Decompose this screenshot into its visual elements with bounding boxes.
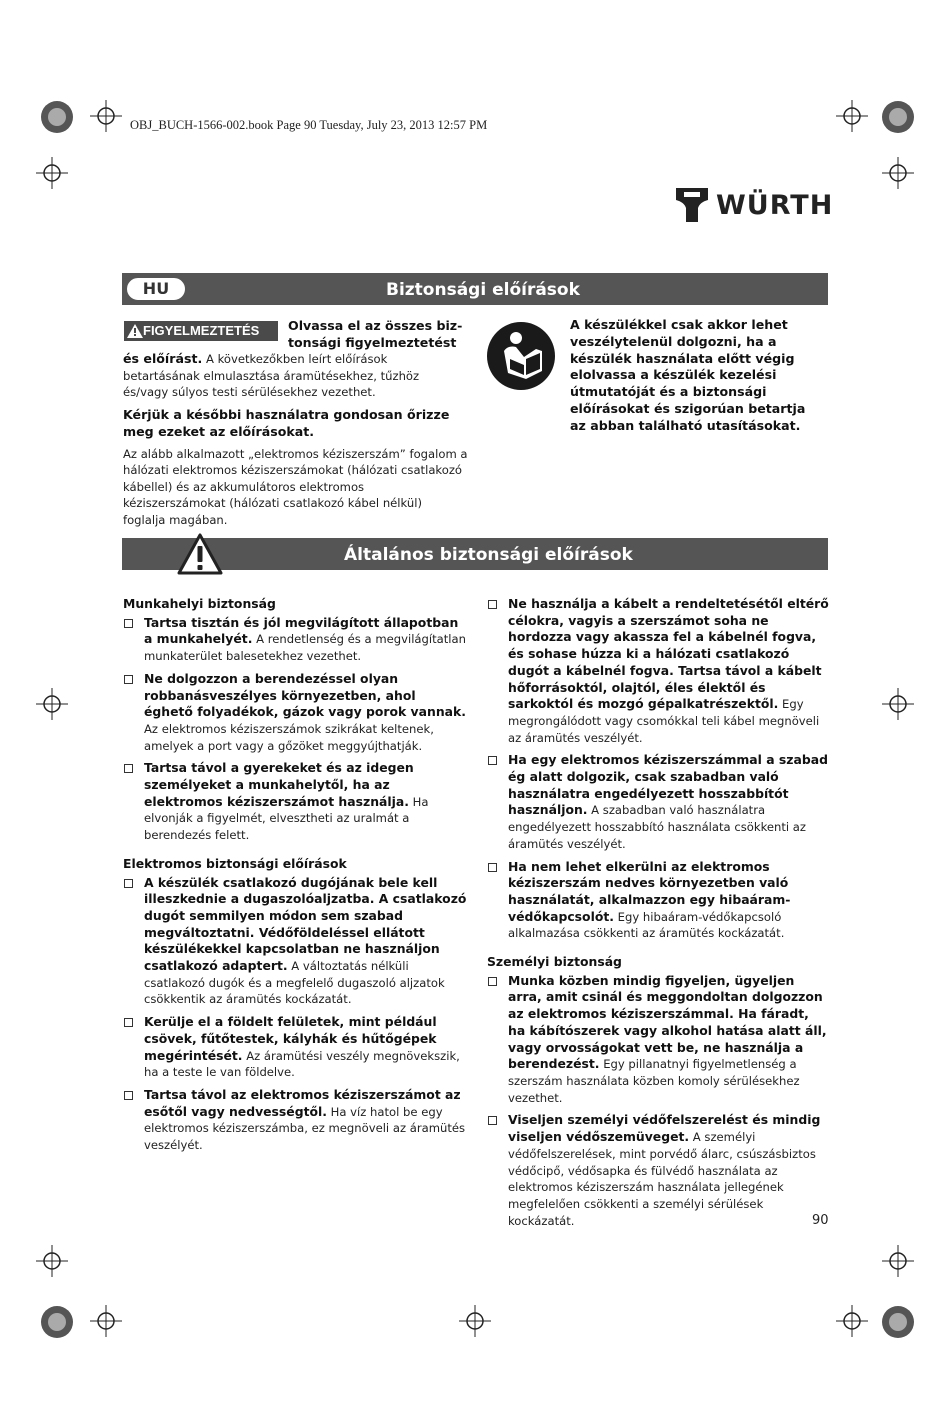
registration-mark-icon bbox=[876, 95, 921, 140]
list-item: Ne használja a kábelt a rendeltetésétől eltérő célokra, vagyis a szerszámot soha ne hordozza vagy akassza fel a kábelnél fogva, és sohase húzza ki a hálózati csatlakozó dugót a kábelnél fogva. Tartsa távol a kábelt hőforrásoktól, olajtól, éles élektől és sarkoktól és mozgó gépalkatrészektől. Egy megrongálódott vagy csomókkal teli kábel megnöveli az áramütés veszélyét. bbox=[487, 596, 829, 746]
registration-mark-icon bbox=[35, 95, 80, 140]
checkbox-bullet-icon bbox=[124, 879, 133, 888]
workplace-heading: Munkahelyi biztonság bbox=[123, 596, 276, 611]
wurth-logo-icon bbox=[676, 188, 708, 222]
crosshair-icon bbox=[90, 100, 122, 132]
checkbox-bullet-icon bbox=[124, 1091, 133, 1100]
language-badge: HU bbox=[125, 276, 187, 302]
crosshair-icon bbox=[882, 157, 914, 189]
crosshair-icon bbox=[882, 688, 914, 720]
warning-badge bbox=[124, 321, 278, 341]
read-manual-text: A készülékkel csak akkor lehet veszélytelenül dolgozni, ha a készülék használata előtt végig elolvassa a készülék kezelési útmutatóját és a biztonsági előírásokat és szigorúan betartja az abban található utasításokat. bbox=[570, 317, 806, 433]
list-item: Ha nem lehet elkerülni az elektromos kéziszerszám nedves környezetben való használatát, alkalmazzon egy hibaáram-védőkapcsolót. Egy hibaáram-védőkapcsoló alkalmazása csökkenti az áramütés kockázatát. bbox=[487, 859, 829, 943]
right-column bbox=[487, 596, 829, 1235]
list-item: Munka közben mindig figyeljen, ügyeljen arra, amit csinál és meggondoltan dolgozzon az elektromos kéziszerszámmal. Ha fáradt, ha kábítószerek vagy alkohol hatása alatt áll, vagy orvosságokat vett be, ne használja a berendezést. Egy pillanatnyi figyelmetlenség a szerszám használata közben komoly sérülésekhez vezethet. bbox=[487, 973, 829, 1107]
personal-heading: Személyi biztonság bbox=[487, 954, 622, 970]
section-title: Általános biztonsági előírások bbox=[344, 545, 633, 565]
registration-mark-icon bbox=[876, 1300, 921, 1345]
list-item: Viseljen személyi védőfelszerelést és mindig viseljen védőszemüveget. A személyi védőfelszerelések, mint porvédő álarc, csúszásbiztos védőcipő, védősapka és fülvédő használata az elektromos kéziszerszám használata jellegének megfelelően csökkenti a személyi sérülések kockázatát. bbox=[487, 1112, 829, 1229]
checkbox-bullet-icon bbox=[488, 977, 497, 986]
page-number: 90 bbox=[812, 1213, 829, 1228]
left-column bbox=[123, 596, 468, 1160]
checkbox-bullet-icon bbox=[488, 600, 497, 609]
checkbox-bullet-icon bbox=[124, 1018, 133, 1027]
checkbox-bullet-icon bbox=[488, 863, 497, 872]
list-item: Ne dolgozzon a berendezéssel olyan robbanásveszélyes környezetben, ahol éghető folyadékok, gázok vagy porok vannak. Az elektromos kéziszerszámok szikrákat keltenek, amelyek a port vagy a gőzöket meggyújthatják. bbox=[123, 671, 468, 755]
section-header-safety bbox=[122, 273, 828, 305]
checkbox-bullet-icon bbox=[488, 1116, 497, 1125]
warning-triangle-icon bbox=[176, 532, 224, 576]
warning-paragraph bbox=[123, 351, 463, 401]
crosshair-icon bbox=[836, 1305, 868, 1337]
print-header: OBJ_BUCH-1566-002.book Page 90 Tuesday, July 23, 2013 12:57 PM bbox=[130, 118, 488, 132]
crosshair-icon bbox=[36, 1245, 68, 1277]
crosshair-icon bbox=[882, 1245, 914, 1277]
keep-instructions: Kérjük a későbbi használatra gondosan őrizze meg ezeket az előírásokat. bbox=[123, 407, 450, 439]
list-item: Ha egy elektromos kéziszerszámmal a szabad ég alatt dolgozik, csak szabadban való használatra engedélyezett hosszabbítót használjon. A szabadban való használatra engedélyezett hosszabbító használata csökkenti az áramütés veszélyét. bbox=[487, 752, 829, 852]
crosshair-icon bbox=[90, 1305, 122, 1337]
checkbox-bullet-icon bbox=[124, 675, 133, 684]
warning-lead bbox=[288, 318, 462, 352]
brand-name: WÜRTH bbox=[716, 190, 834, 221]
list-item: A készülék csatlakozó dugójának bele kell illeszkednie a dugaszolóaljzatba. A csatlakozó dugót semmilyen módon sem szabad megváltoztatni. Védőföldeléssel ellátott készülékekkel kapcsolatban ne használjon csatlakozó adaptert. A változtatás nélküli csatlakozó dugók és a megfelelő dugaszoló aljzatok csökkentik az áramütés kockázatát. bbox=[123, 875, 468, 1009]
crosshair-icon bbox=[36, 688, 68, 720]
section-title: Biztonsági előírások bbox=[386, 280, 580, 300]
registration-mark-icon bbox=[35, 1300, 80, 1345]
list-item: Kerülje el a földelt felületek, mint például csövek, fűtőtestek, kályhák és hűtőgépek megérintését. Az áramütési veszély megnövekszik, ha a teste le van földelve. bbox=[123, 1014, 468, 1081]
warning-lead-line2: tonsági figyelmeztetést bbox=[288, 334, 457, 350]
crosshair-icon bbox=[36, 157, 68, 189]
warning-badge-label: FIGYELMEZTETÉS bbox=[143, 323, 260, 338]
warning-lead-line1: Olvassa el az összes biz- bbox=[288, 318, 463, 333]
warning-triangle-icon bbox=[127, 324, 143, 338]
checkbox-bullet-icon bbox=[488, 756, 497, 765]
checkbox-bullet-icon bbox=[124, 764, 133, 773]
list-item: Tartsa távol az elektromos kéziszerszámot az esőtől vagy nedvességtől. Ha víz hatol be egy elektromos kéziszerszámba, ez megnöveli az áramütés veszélyét. bbox=[123, 1087, 468, 1154]
crosshair-icon bbox=[459, 1305, 491, 1337]
crosshair-icon bbox=[836, 100, 868, 132]
electric-heading: Elektromos biztonsági előírások bbox=[123, 855, 347, 871]
list-item: Tartsa távol a gyerekeket és az idegen személyeket a munkahelytől, ha az elektromos kéziszerszámot használja. Ha elvonják a figyelmét, elvesztheti az uralmát a berendezés felett. bbox=[123, 760, 468, 844]
definition-paragraph: Az alább alkalmazott „elektromos kéziszerszám” fogalom a hálózati elektromos kéziszerszámokat (hálózati csatlakozó kábellel) és az akkumulátoros elektromos kéziszerszámokat (hálózati csatlakozó kábel nélkül) foglalja magában. bbox=[123, 447, 468, 527]
list-item: Tartsa tisztán és jól megvilágított állapotban a munkahelyét. A rendetlenség és a megvilágítatlan munkaterület balesetekhez vezethet. bbox=[123, 615, 468, 665]
checkbox-bullet-icon bbox=[124, 619, 133, 628]
warning-text: A következőkben leírt előírások betartásának elmulasztása áramütésekhez, tűzhöz és/vagy súlyos testi sérülésekhez vezethet. bbox=[123, 352, 420, 400]
warning-lead-end: és előírást. bbox=[123, 351, 203, 366]
read-manual-icon bbox=[486, 321, 556, 391]
section-header-general bbox=[122, 538, 828, 570]
